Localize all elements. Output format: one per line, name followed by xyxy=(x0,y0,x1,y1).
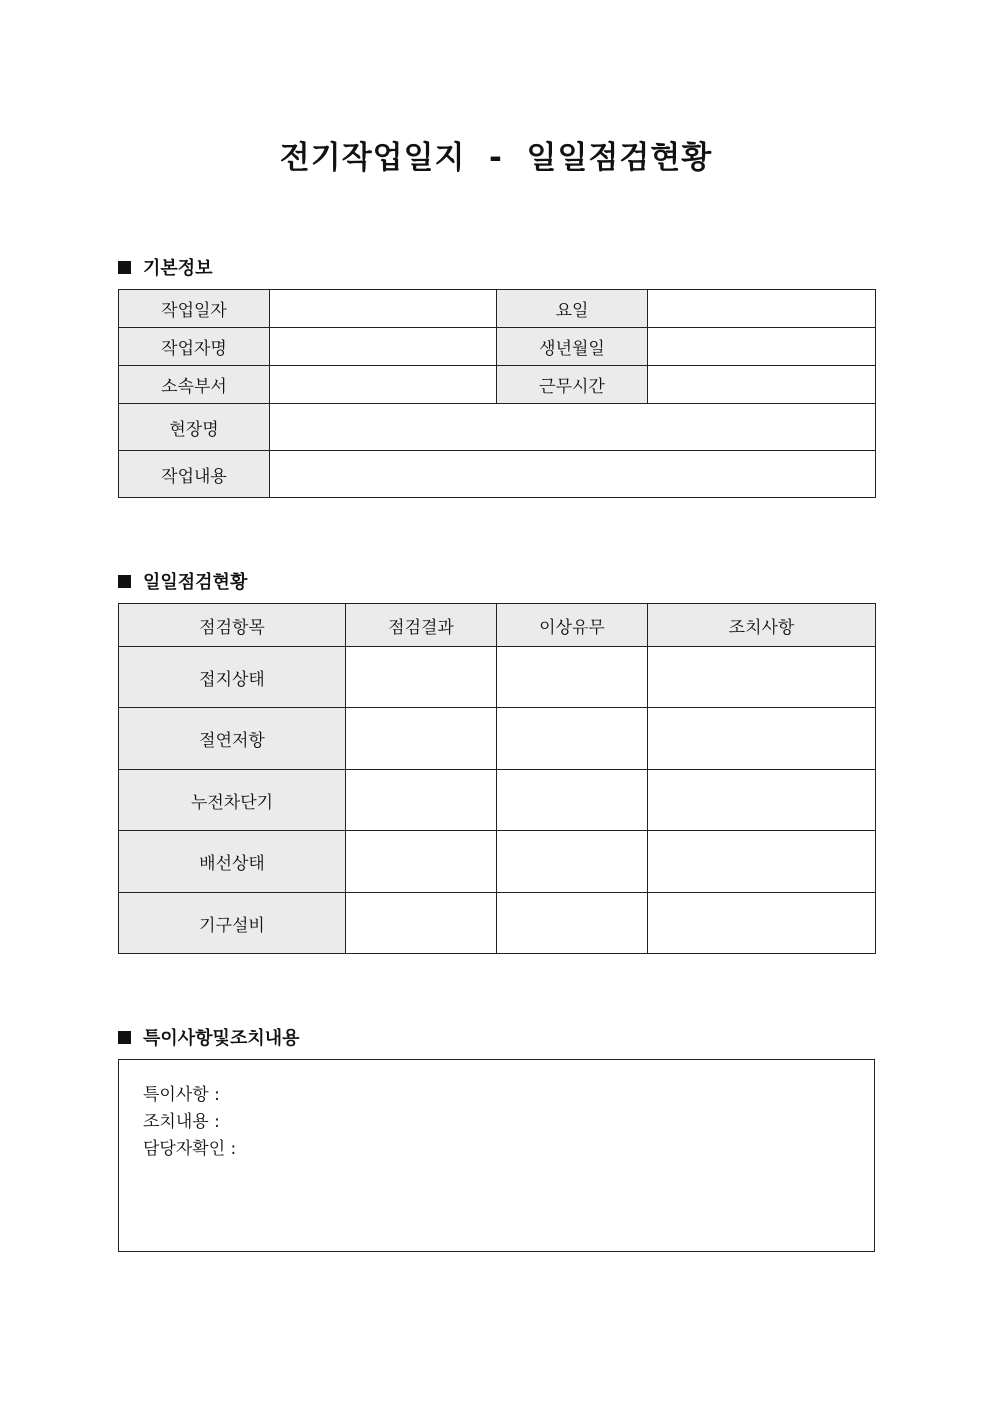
square-bullet-icon xyxy=(118,1031,131,1044)
label-work-date: 작업일자 xyxy=(119,290,270,328)
table-row xyxy=(119,290,876,328)
label-department: 소속부서 xyxy=(119,366,270,404)
label-birth-date: 생년월일 xyxy=(497,328,648,366)
result-cell[interactable] xyxy=(346,770,497,831)
label-worker-name: 작업자명 xyxy=(119,328,270,366)
table-row xyxy=(119,708,876,770)
section-heading-daily-inspection xyxy=(118,568,247,594)
inspection-item-label: 절연저항 xyxy=(119,708,346,770)
abnormality-cell[interactable] xyxy=(497,647,648,708)
square-bullet-icon xyxy=(118,261,131,274)
inspection-item-label: 누전차단기 xyxy=(119,770,346,831)
table-row xyxy=(119,647,876,708)
column-header: 조치사항 xyxy=(648,604,876,647)
table-row xyxy=(119,893,876,954)
action-cell[interactable] xyxy=(648,647,876,708)
column-header: 점검결과 xyxy=(346,604,497,647)
notes-line-action-content: 조치내용 : xyxy=(143,1112,220,1132)
label-day-of-week: 요일 xyxy=(497,290,648,328)
notes-box[interactable] xyxy=(118,1059,875,1252)
field-work-hours[interactable] xyxy=(648,366,876,404)
abnormality-cell[interactable] xyxy=(497,893,648,954)
square-bullet-icon xyxy=(118,575,131,588)
field-department[interactable] xyxy=(270,366,497,404)
table-row xyxy=(119,770,876,831)
inspection-item-label: 배선상태 xyxy=(119,831,346,893)
abnormality-cell[interactable] xyxy=(497,770,648,831)
table-row xyxy=(119,831,876,893)
table-row xyxy=(119,404,876,451)
field-day-of-week[interactable] xyxy=(648,290,876,328)
inspection-item-label: 접지상태 xyxy=(119,647,346,708)
action-cell[interactable] xyxy=(648,708,876,770)
inspection-table xyxy=(118,603,876,954)
column-header: 이상유무 xyxy=(497,604,648,647)
table-row xyxy=(119,366,876,404)
result-cell[interactable] xyxy=(346,893,497,954)
label-work-content: 작업내용 xyxy=(119,451,270,498)
table-header-row xyxy=(119,604,876,647)
section-title: 기본정보 xyxy=(143,258,213,279)
action-cell[interactable] xyxy=(648,831,876,893)
basic-info-table xyxy=(118,289,876,498)
result-cell[interactable] xyxy=(346,708,497,770)
label-work-hours: 근무시간 xyxy=(497,366,648,404)
result-cell[interactable] xyxy=(346,831,497,893)
field-work-date[interactable] xyxy=(270,290,497,328)
table-row xyxy=(119,328,876,366)
label-site-name: 현장명 xyxy=(119,404,270,451)
abnormality-cell[interactable] xyxy=(497,708,648,770)
section-title: 특이사항및조치내용 xyxy=(143,1028,300,1049)
notes-line-manager-confirm: 담당자확인 : xyxy=(143,1139,237,1159)
action-cell[interactable] xyxy=(648,770,876,831)
abnormality-cell[interactable] xyxy=(497,831,648,893)
action-cell[interactable] xyxy=(648,893,876,954)
inspection-item-label: 기구설비 xyxy=(119,893,346,954)
field-worker-name[interactable] xyxy=(270,328,497,366)
section-heading-basic-info xyxy=(118,254,213,280)
table-row xyxy=(119,451,876,498)
section-title: 일일점검현황 xyxy=(143,572,248,593)
field-site-name[interactable] xyxy=(270,404,876,451)
section-heading-notes xyxy=(118,1024,300,1050)
column-header: 점검항목 xyxy=(119,604,346,647)
field-work-content[interactable] xyxy=(270,451,876,498)
result-cell[interactable] xyxy=(346,647,497,708)
page-title: 전기작업일지 - 일일점검현황 xyxy=(279,140,713,176)
notes-line-special-notes: 특이사항 : xyxy=(143,1085,220,1105)
field-birth-date[interactable] xyxy=(648,328,876,366)
